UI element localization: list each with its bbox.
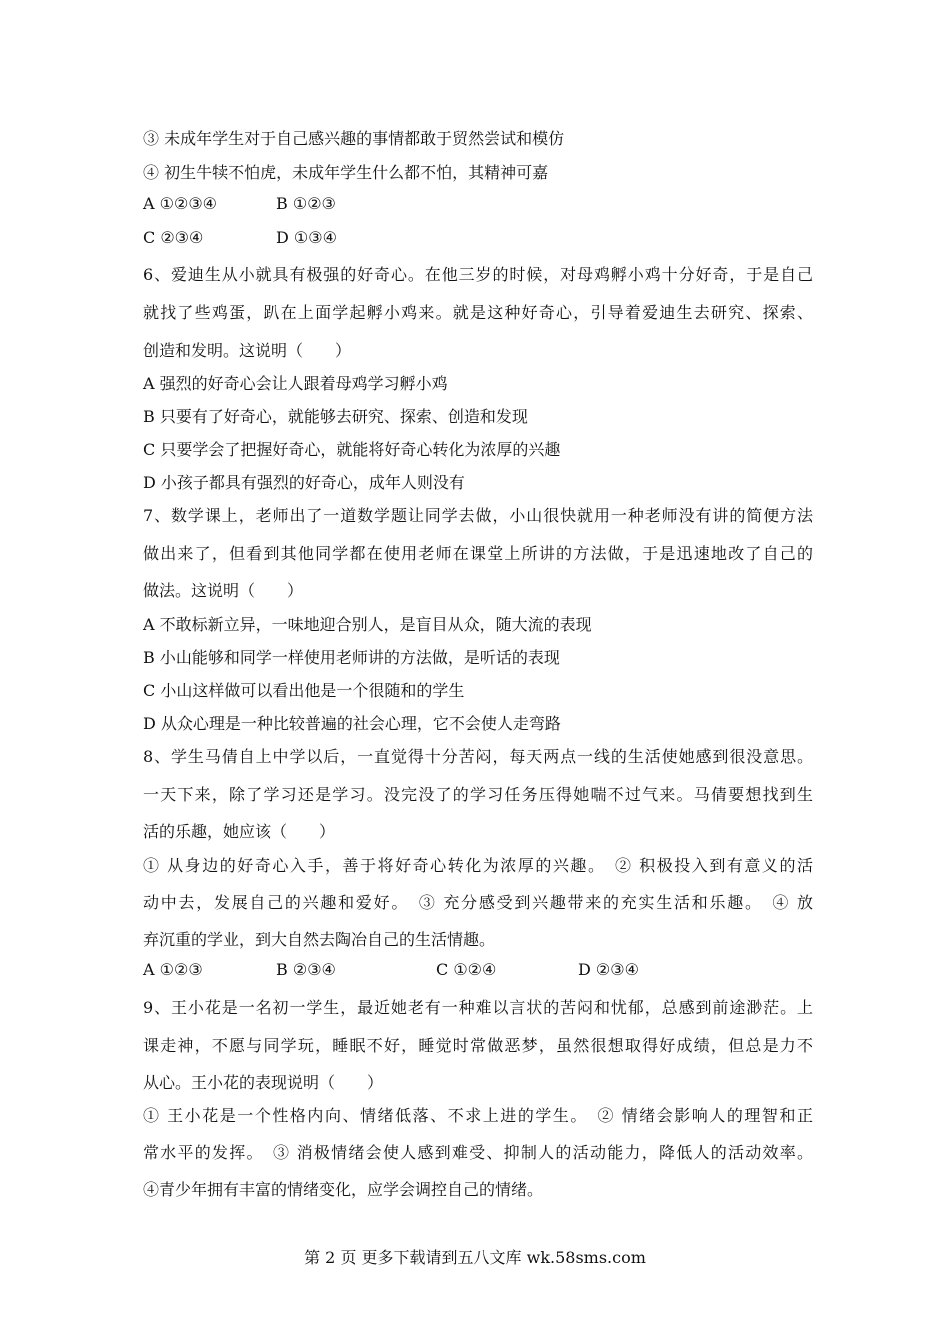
q6-option-a: A 强烈的好奇心会让人跟着母鸡学习孵小鸡 <box>143 374 448 393</box>
q7-stem-line1: 7、数学课上，老师出了一道数学题让同学去做，小山很快就用一种老师没有讲的简便方法 <box>143 506 813 525</box>
q8-statement-line2: 动中去，发展自己的兴趣和爱好。 ③ 充分感受到兴趣带来的充实生活和乐趣。 ④ 放 <box>143 893 813 912</box>
q5-option-c: C ②③④ <box>143 228 204 247</box>
q7-option-b: B 小山能够和同学一样使用老师讲的方法做，是听话的表现 <box>143 648 560 667</box>
q6-stem-line2: 就找了些鸡蛋，趴在上面学起孵小鸡来。就是这种好奇心，引导着爱迪生去研究、探索、 <box>143 303 813 322</box>
q9-stem-line1: 9、王小花是一名初一学生，最近她老有一种难以言状的苦闷和忧郁，总感到前途渺茫。上 <box>143 998 813 1017</box>
q5-option-b: B ①②③ <box>276 194 336 213</box>
q9-statement-line1: ① 王小花是一个性格内向、情绪低落、不求上进的学生。 ② 情绪会影响人的理智和正 <box>143 1106 813 1125</box>
q6-stem-line1: 6、爱迪生从小就具有极强的好奇心。在他三岁的时候，对母鸡孵小鸡十分好奇，于是自己 <box>143 265 813 284</box>
q8-stem-line2: 一天下来，除了学习还是学习。没完没了的学习任务压得她喘不过气来。马倩要想找到生 <box>143 785 813 804</box>
q8-option-c: C ①②④ <box>436 960 497 979</box>
q9-stem-line2: 课走神，不愿与同学玩，睡眠不好，睡觉时常做恶梦，虽然很想取得好成绩，但总是力不 <box>143 1036 813 1055</box>
q5-option-a: A ①②③④ <box>143 194 218 213</box>
q6-option-b: B 只要有了好奇心，就能够去研究、探索、创造和发现 <box>143 407 528 426</box>
q8-option-a: A ①②③ <box>143 960 203 979</box>
q8-statement-line1: ① 从身边的好奇心入手，善于将好奇心转化为浓厚的兴趣。 ② 积极投入到有意义的活 <box>143 856 813 875</box>
q7-option-a: A 不敢标新立异，一味地迎合别人，是盲目从众，随大流的表现 <box>143 615 592 634</box>
q5-options-row1 <box>143 194 813 213</box>
q6-stem-line3: 创造和发明。这说明（ ） <box>143 341 352 360</box>
q8-statement-line3: 弃沉重的学业，到大自然去陶冶自己的生活情趣。 <box>143 930 496 949</box>
q9-statement-line2: 常水平的发挥。 ③ 消极情绪会使人感到难受、抑制人的活动能力，降低人的活动效率。 <box>143 1143 813 1162</box>
q9-stem-line3: 从心。王小花的表现说明（ ） <box>143 1073 384 1092</box>
q8-stem-line3: 活的乐趣，她应该（ ） <box>143 822 336 841</box>
q5-option-d: D ①③④ <box>276 228 337 247</box>
page-footer: 第 2 页 更多下载请到五八文库 wk.58sms.com <box>304 1248 646 1267</box>
q7-stem-line3: 做法。这说明（ ） <box>143 581 304 600</box>
q8-stem-line1: 8、学生马倩自上中学以后，一直觉得十分苦闷，每天两点一线的生活使她感到很没意思。 <box>143 747 813 766</box>
q7-option-c: C 小山这样做可以看出他是一个很随和的学生 <box>143 681 465 700</box>
q5-options-row2 <box>143 228 813 247</box>
q8-option-d: D ②③④ <box>578 960 639 979</box>
q6-option-d: D 小孩子都具有强烈的好奇心，成年人则没有 <box>143 473 465 492</box>
q7-option-d: D 从众心理是一种比较普遍的社会心理，它不会使人走弯路 <box>143 714 561 733</box>
q8-options-row <box>143 960 813 979</box>
q7-stem-line2: 做出来了，但看到其他同学都在使用老师在课堂上所讲的方法做，于是迅速地改了自己的 <box>143 544 813 563</box>
q5-item-4: ④ 初生牛犊不怕虎，未成年学生什么都不怕，其精神可嘉 <box>143 163 549 182</box>
q9-statement-line3: ④青少年拥有丰富的情绪变化，应学会调控自己的情绪。 <box>143 1180 544 1199</box>
q8-option-b: B ②③④ <box>276 960 336 979</box>
q5-item-3: ③ 未成年学生对于自己感兴趣的事情都敢于贸然尝试和模仿 <box>143 129 565 148</box>
q6-option-c: C 只要学会了把握好奇心，就能将好奇心转化为浓厚的兴趣 <box>143 440 561 459</box>
